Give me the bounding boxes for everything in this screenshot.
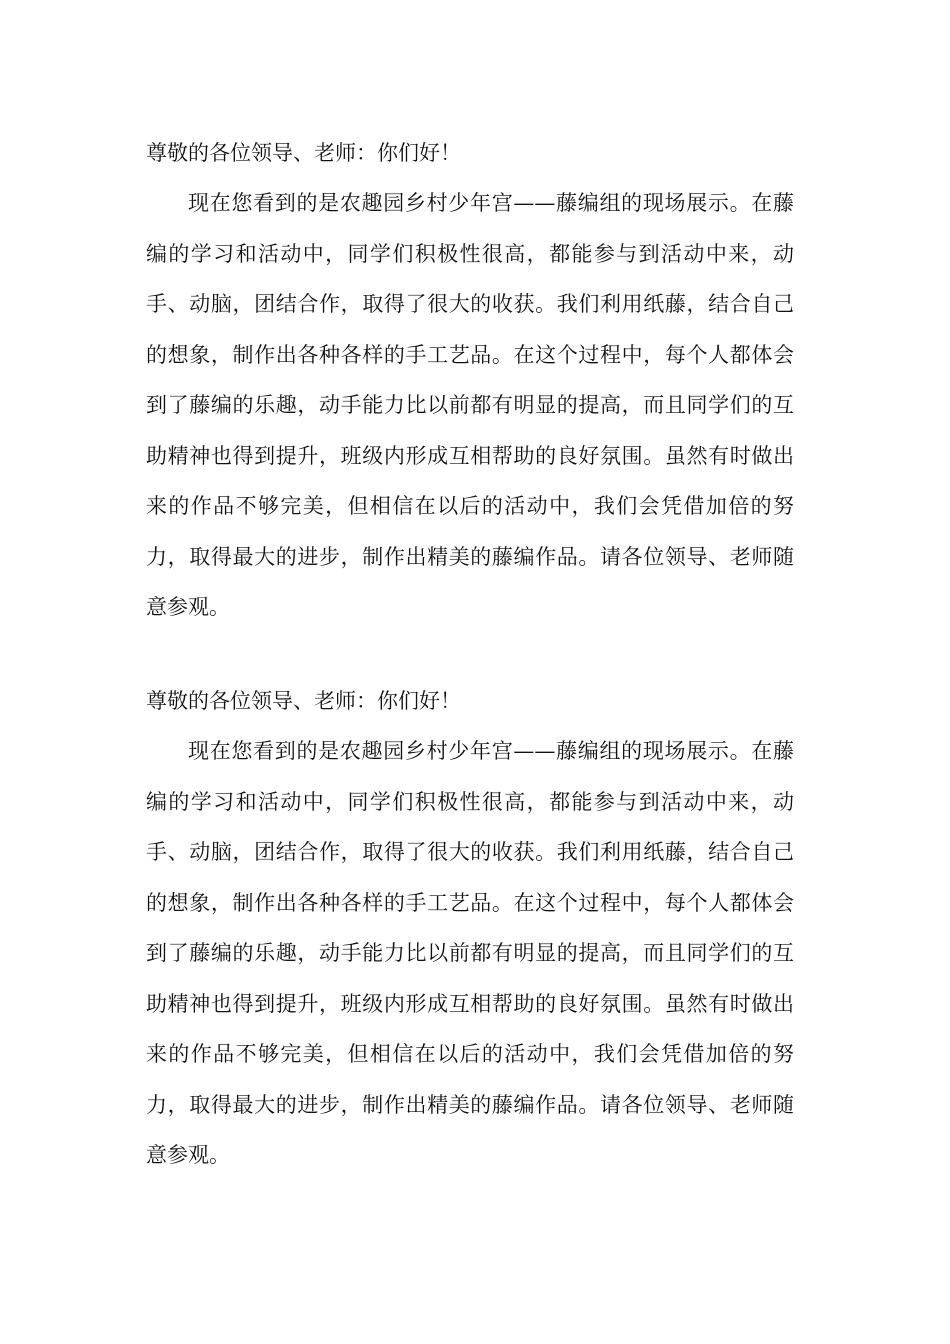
- greeting-line: 尊敬的各位领导、老师：你们好！: [146, 689, 461, 713]
- speech-section-1: [146, 128, 794, 633]
- greeting-line: 尊敬的各位领导、老师：你们好！: [146, 141, 461, 165]
- speech-paragraph: 现在您看到的是农趣园乡村少年宫——藤编组的现场展示。在藤编的学习和活动中，同学们积极性很高，都能参与到活动中来，动手、动脑，团结合作，取得了很大的收获。我们利用纸藤，结合自己的想象，制作出各种各样的手工艺品。在这个过程中，每个人都体会到了藤编的乐趣，动手能力比以前都有明显的提高，而且同学们的互助精神也得到提升，班级内形成互相帮助的良好氛围。虽然有时做出来的作品不够完美，但相信在以后的活动中，我们会凭借加倍的努力，取得最大的进步，制作出精美的藤编作品。请各位领导、老师随意参观。: [146, 739, 794, 1167]
- speech-section-2: [146, 676, 794, 1181]
- speech-paragraph: 现在您看到的是农趣园乡村少年宫——藤编组的现场展示。在藤编的学习和活动中，同学们积极性很高，都能参与到活动中来，动手、动脑，团结合作，取得了很大的收获。我们利用纸藤，结合自己的想象，制作出各种各样的手工艺品。在这个过程中，每个人都体会到了藤编的乐趣，动手能力比以前都有明显的提高，而且同学们的互助精神也得到提升，班级内形成互相帮助的良好氛围。虽然有时做出来的作品不够完美，但相信在以后的活动中，我们会凭借加倍的努力，取得最大的进步，制作出精美的藤编作品。请各位领导、老师随意参观。: [146, 191, 794, 619]
